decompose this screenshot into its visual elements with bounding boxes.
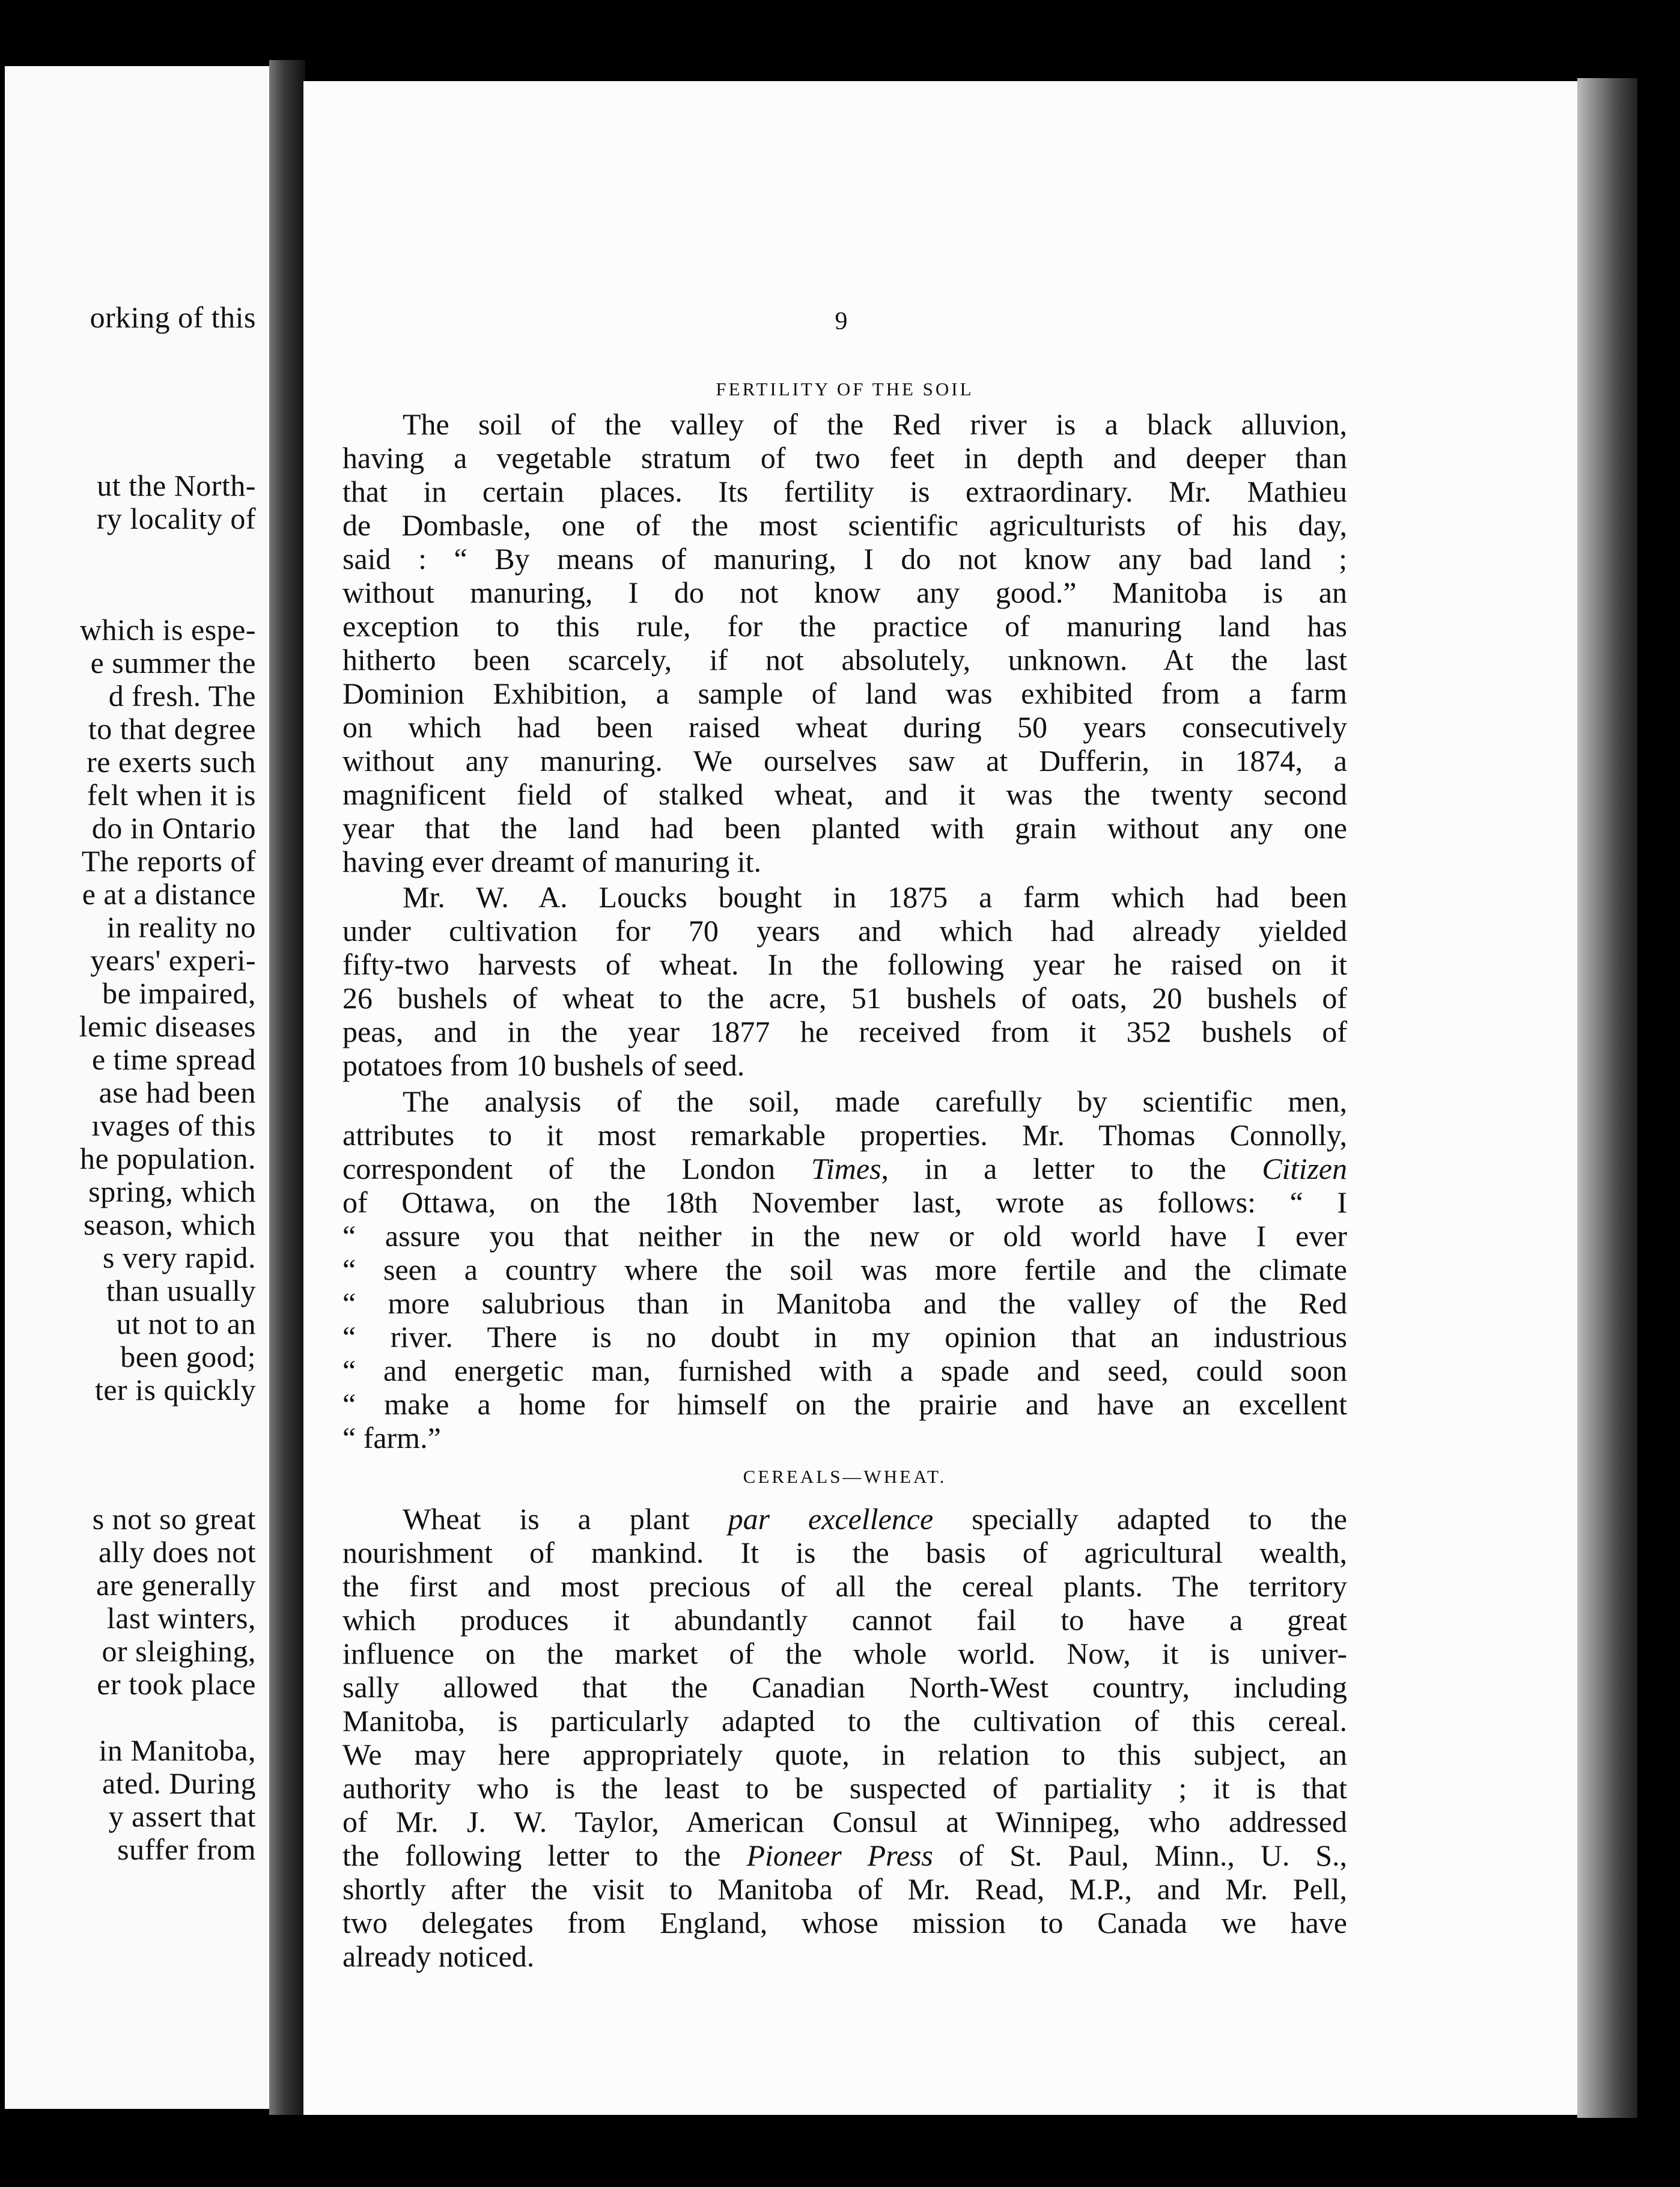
text-line: “ and energetic man, furnished with a spade and seed, could soon — [342, 1354, 1347, 1387]
page-number: 9 — [835, 308, 848, 335]
left-page-line: s very rapid. — [102, 1241, 256, 1274]
left-page-line: felt when it is — [87, 778, 256, 812]
text-line: sally allowed that the Canadian North-West country, including — [342, 1670, 1347, 1704]
left-page-line: season, which — [84, 1208, 256, 1241]
text-line: authority who is the least to be suspected of partiality ; it is that — [342, 1771, 1347, 1805]
left-page-line: years' experi- — [90, 943, 256, 977]
left-page-line: s not so great — [92, 1502, 256, 1536]
left-page-line: re exerts such — [87, 745, 256, 779]
text-line: “ river. There is no doubt in my opinion that an industrious — [342, 1320, 1347, 1354]
text-line: without manuring, I do not know any good.” Manitoba is an — [342, 576, 1347, 609]
left-page-line: or sleighing, — [102, 1634, 256, 1668]
text-line: “ seen a country where the soil was more fertile and the climate — [342, 1253, 1347, 1286]
text-line: exception to this rule, for the practice of manuring land has — [342, 609, 1347, 643]
text-line: fifty-two harvests of wheat. In the following year he raised on it — [342, 947, 1347, 981]
text-line: Manitoba, is particularly adapted to the cultivation of this cereal. — [342, 1704, 1347, 1738]
text-line: magnificent field of stalked wheat, and it was the twenty second — [342, 777, 1347, 811]
text-line: of Ottawa, on the 18th November last, wrote as follows: “ I — [342, 1185, 1347, 1219]
section-heading-cereals: CEREALS—WHEAT. — [743, 1466, 947, 1487]
text-line: peas, and in the year 1877 he received from it 352 bushels of — [342, 1015, 1347, 1048]
text-line: “ farm.” — [342, 1421, 441, 1455]
text-line: having a vegetable stratum of two feet in depth and deeper than — [342, 441, 1347, 475]
left-page-line: ase had been — [99, 1075, 256, 1109]
text-line: hitherto been scarcely, if not absolutely, unknown. At the last — [342, 643, 1347, 677]
text-line: potatoes from 10 bushels of seed. — [342, 1048, 745, 1082]
text-line: “ assure you that neither in the new or old world have I ever — [342, 1219, 1347, 1253]
left-page-line: d fresh. The — [108, 679, 256, 713]
text-line: influence on the market of the whole world. Now, it is univer- — [342, 1637, 1347, 1670]
text-line: that in certain places. Its fertility is extraordinary. Mr. Mathieu — [342, 475, 1347, 508]
left-page-line: ıvages of this — [91, 1109, 256, 1142]
text-line: We may here appropriately quote, in relation to this subject, an — [342, 1738, 1347, 1771]
left-page-line: in reality no — [106, 910, 256, 944]
left-page-line: e time spread — [91, 1042, 256, 1076]
left-page-line: The reports of — [81, 844, 256, 878]
text-line: “ make a home for himself on the prairie and have an excellent — [342, 1387, 1347, 1421]
text-line: shortly after the visit to Manitoba of Mr. Read, M.P., and Mr. Pell, — [342, 1872, 1347, 1906]
text-line: already noticed. — [342, 1939, 535, 1973]
text-line: Wheat is a plant par excellence specially adapted to the — [403, 1502, 1347, 1536]
left-page-line: ter is quickly — [94, 1373, 256, 1407]
text-line: attributes to it most remarkable properties. Mr. Thomas Connolly, — [342, 1118, 1347, 1152]
left-page-line: ry locality of — [96, 502, 256, 535]
left-page-line: than usually — [106, 1274, 256, 1307]
left-page-line: e at a distance — [82, 877, 256, 911]
page-edge-shadow — [1577, 78, 1637, 2118]
text-line: of Mr. J. W. Taylor, American Consul at Winnipeg, who addressed — [342, 1805, 1347, 1839]
text-line: on which had been raised wheat during 50 years consecutively — [342, 710, 1347, 744]
text-line: having ever dreamt of manuring it. — [342, 845, 761, 878]
left-page-line: ated. During — [102, 1766, 256, 1800]
left-facing-page — [5, 66, 270, 2109]
left-page-line: in Manitoba, — [99, 1733, 256, 1767]
text-line: under cultivation for 70 years and which had already yielded — [342, 914, 1347, 947]
left-page-line: ut not to an — [116, 1307, 256, 1340]
text-line: correspondent of the London Times, in a letter to the Citizen — [342, 1152, 1347, 1185]
left-page-line: which is espe- — [79, 613, 256, 646]
text-line: 26 bushels of wheat to the acre, 51 bushels of oats, 20 bushels of — [342, 981, 1347, 1015]
left-page-line: e summer the — [90, 646, 256, 680]
text-line: “ more salubrious than in Manitoba and the valley of the Red — [342, 1286, 1347, 1320]
text-line: The analysis of the soil, made carefully by scientific men, — [403, 1084, 1347, 1118]
left-page-line: been good; — [120, 1340, 256, 1373]
left-page-line: ally does not — [98, 1535, 256, 1569]
left-page-line: spring, which — [88, 1175, 256, 1208]
left-page-line: do in Ontario — [91, 811, 256, 845]
left-page-line: be impaired, — [102, 976, 256, 1010]
text-line: Mr. W. A. Loucks bought in 1875 a farm which had been — [403, 880, 1347, 914]
text-line: said : “ By means of manuring, I do not know any bad land ; — [342, 542, 1347, 576]
text-line: without any manuring. We ourselves saw at Dufferin, in 1874, a — [342, 744, 1347, 777]
left-page-line: er took place — [97, 1667, 256, 1701]
book-gutter — [269, 60, 305, 2115]
text-line: year that the land had been planted with grain without any one — [342, 811, 1347, 845]
left-page-line: lemic diseases — [79, 1009, 256, 1043]
left-page-line: suffer from — [117, 1833, 256, 1866]
left-page-line: orking of this — [90, 300, 256, 334]
left-page-line: y assert that — [108, 1799, 256, 1833]
text-line: the following letter to the Pioneer Press of St. Paul, Minn., U. S., — [342, 1839, 1348, 1872]
text-line: which produces it abundantly cannot fail to have a great — [342, 1603, 1347, 1637]
text-line: Dominion Exhibition, a sample of land was exhibited from a farm — [342, 677, 1347, 710]
text-line: The soil of the valley of the Red river is a black alluvion, — [403, 407, 1347, 441]
left-page-line: ut the North- — [97, 469, 256, 502]
text-line: de Dombasle, one of the most scientific agriculturists of his day, — [342, 508, 1347, 542]
text-line: nourishment of mankind. It is the basis of agricultural wealth, — [342, 1536, 1347, 1569]
text-line: two delegates from England, whose mission to Canada we have — [342, 1906, 1347, 1939]
left-page-line: to that degree — [88, 712, 256, 746]
left-page-line: are generally — [96, 1568, 256, 1602]
text-line: the first and most precious of all the cereal plants. The territory — [342, 1569, 1347, 1603]
left-page-line: last winters, — [106, 1601, 256, 1635]
section-heading-fertility: FERTILITY OF THE SOIL — [716, 379, 974, 400]
left-page-line: he population. — [79, 1142, 256, 1175]
